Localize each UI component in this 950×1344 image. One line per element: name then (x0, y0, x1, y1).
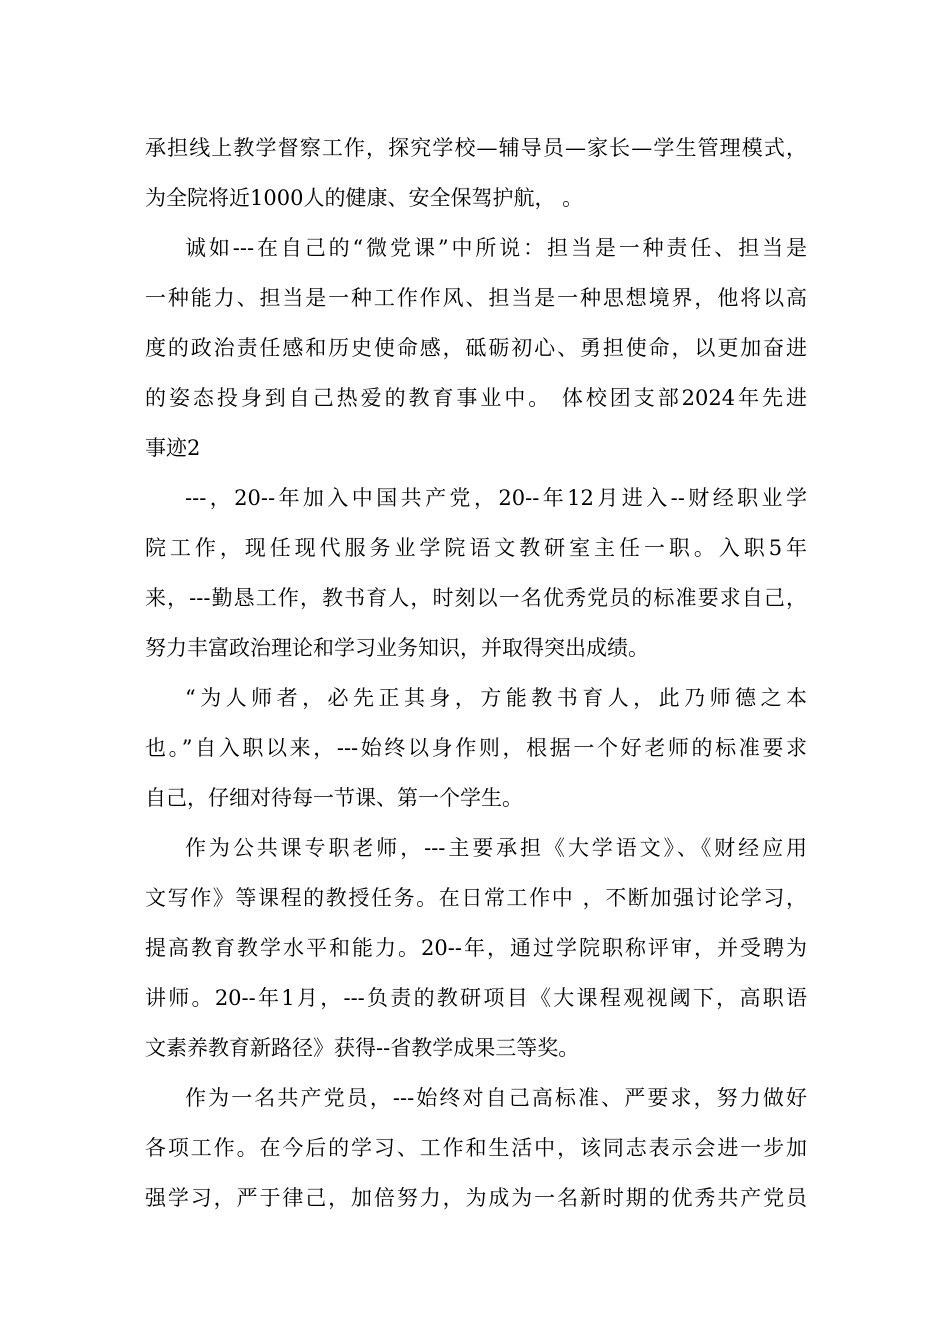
text-line: 度的政治责任感和历史使命感，砥砺初心、勇担使命，以更加奋进 (145, 336, 807, 360)
text-line: 各项工作。在今后的学习、工作和生活中，该同志表示会进一步加 (145, 1136, 807, 1160)
paragraph (145, 223, 807, 473)
text-line: 提高教育教学水平和能力。20--年，通过学院职称评审，并受聘为 (145, 936, 807, 960)
text-line: 文素养教育新路径》获得--省教学成果三等奖。 (145, 1036, 580, 1060)
paragraph (145, 1073, 807, 1223)
text-line: ---，20--年加入中国共产党，20--年12月进入--财经职业学 (185, 486, 807, 510)
text-line: 院工作，现任现代服务业学院语文教研室主任一职。入职5年 (145, 536, 807, 560)
text-line: 为全院将近1000人的健康、安全保驾护航， 。 (145, 186, 584, 210)
paragraph (145, 673, 807, 823)
paragraph (145, 473, 807, 673)
text-line: 诚如---在自己的“微党课”中所说：担当是一种责任、担当是 (185, 236, 807, 260)
text-line: 作为一名共产党员，---始终对自己高标准、严要求，努力做好 (185, 1086, 807, 1110)
text-line: “为人师者，必先正其身，方能教书育人，此乃师德之本 (185, 686, 807, 710)
text-line: 也。”自入职以来，---始终以身作则，根据一个好老师的标准要求 (145, 736, 807, 760)
text-line: 来，---勤恳工作，教书育人，时刻以一名优秀党员的标准要求自己， (145, 586, 807, 610)
text-line: 自己，仔细对待每一节课、第一个学生。 (145, 786, 523, 810)
text-line: 的姿态投身到自己热爱的教育事业中。 体校团支部2024年先进 (145, 386, 807, 410)
text-line: 一种能力、担当是一种工作作风、担当是一种思想境界，他将以高 (145, 286, 807, 310)
document-body (145, 123, 807, 1223)
text-line: 讲师。20--年1月，---负责的教研项目《大课程观视阈下，高职语 (145, 986, 807, 1010)
text-line: 努力丰富政治理论和学习业务知识，并取得突出成绩。 (145, 636, 649, 660)
text-line: 承担线上教学督察工作，探究学校—辅导员—家长—学生管理模式， (145, 136, 807, 160)
paragraph (145, 123, 807, 223)
text-line: 作为公共课专职老师，---主要承担《大学语文》、《财经应用 (185, 836, 807, 860)
text-line: 文写作》等课程的教授任务。在日常工作中 ，不断加强讨论学习， (145, 886, 807, 910)
text-line: 事迹2 (145, 436, 201, 460)
text-line: 强学习，严于律己，加倍努力，为成为一名新时期的优秀共产党员 (145, 1186, 807, 1210)
paragraph (145, 823, 807, 1073)
